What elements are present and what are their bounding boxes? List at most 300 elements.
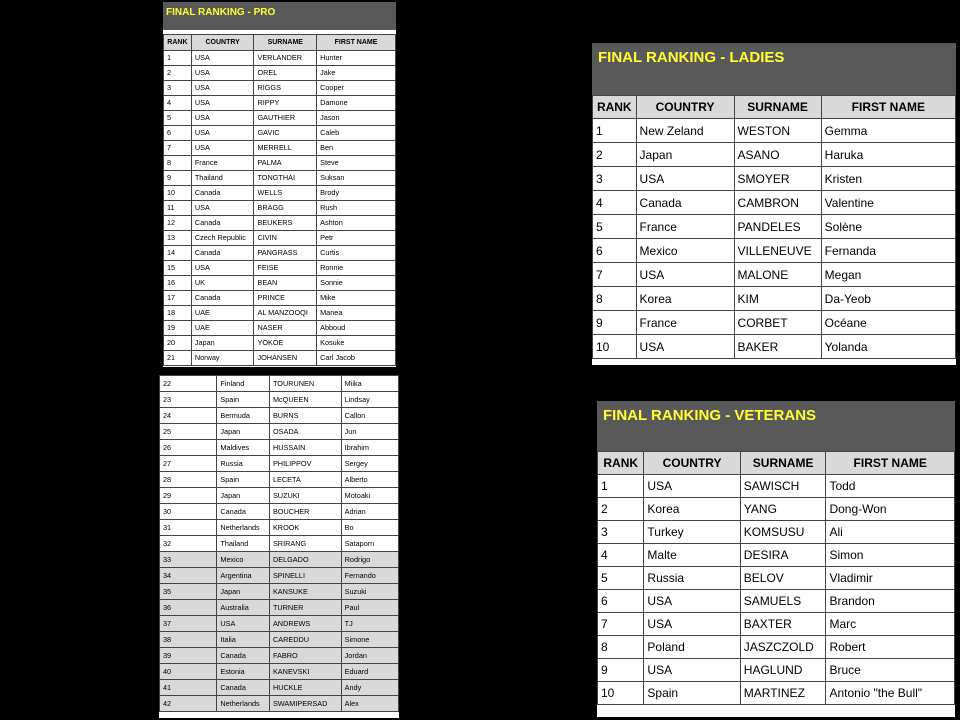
first-name-cell: Caleb bbox=[317, 126, 396, 141]
country-cell: Poland bbox=[644, 636, 740, 659]
first-name-cell: Sonnie bbox=[317, 276, 396, 291]
table-row bbox=[164, 186, 396, 201]
surname-cell: SPINELLI bbox=[269, 568, 341, 584]
veterans-table bbox=[597, 451, 955, 705]
surname-cell: TOURUNEN bbox=[269, 376, 341, 392]
table-row bbox=[160, 536, 399, 552]
first-name-cell: Haruka bbox=[821, 143, 955, 167]
country-cell: USA bbox=[636, 263, 734, 287]
pro-ranking-title: FINAL RANKING - PRO bbox=[163, 2, 396, 30]
country-cell: Canada bbox=[191, 186, 254, 201]
surname-cell: HUCKLE bbox=[269, 680, 341, 696]
rank-cell: 30 bbox=[160, 504, 217, 520]
first-name-cell: Ashton bbox=[317, 216, 396, 231]
surname-cell: BEUKERS bbox=[254, 216, 317, 231]
country-cell: Canada bbox=[191, 246, 254, 261]
rank-cell: 1 bbox=[593, 119, 637, 143]
rank-cell: 23 bbox=[160, 392, 217, 408]
table-row bbox=[598, 475, 955, 498]
veterans-table-body bbox=[598, 475, 955, 705]
table-row bbox=[593, 287, 956, 311]
first-name-cell: Hunter bbox=[317, 51, 396, 66]
country-cell: USA bbox=[191, 126, 254, 141]
country-cell: USA bbox=[644, 590, 740, 613]
rank-cell: 18 bbox=[164, 306, 192, 321]
header-first-name: FIRST NAME bbox=[826, 452, 955, 475]
first-name-cell: Rodrigo bbox=[341, 552, 398, 568]
rank-cell: 11 bbox=[164, 201, 192, 216]
first-name-cell: Suzuki bbox=[341, 584, 398, 600]
rank-cell: 37 bbox=[160, 616, 217, 632]
rank-cell: 29 bbox=[160, 488, 217, 504]
rank-cell: 10 bbox=[593, 335, 637, 359]
country-cell: UK bbox=[191, 276, 254, 291]
country-cell: USA bbox=[191, 66, 254, 81]
first-name-cell: Petr bbox=[317, 231, 396, 246]
table-row bbox=[164, 141, 396, 156]
surname-cell: OSADA bbox=[269, 424, 341, 440]
first-name-cell: Da-Yeob bbox=[821, 287, 955, 311]
table-row bbox=[164, 201, 396, 216]
country-cell: Spain bbox=[217, 392, 270, 408]
first-name-cell: Ben bbox=[317, 141, 396, 156]
surname-cell: TURNER bbox=[269, 600, 341, 616]
rank-cell: 1 bbox=[164, 51, 192, 66]
first-name-cell: Simone bbox=[341, 632, 398, 648]
table-row bbox=[598, 636, 955, 659]
first-name-cell: Jun bbox=[341, 424, 398, 440]
rank-cell: 26 bbox=[160, 440, 217, 456]
first-name-cell: Sergey bbox=[341, 456, 398, 472]
header-country: COUNTRY bbox=[644, 452, 740, 475]
first-name-cell: Brody bbox=[317, 186, 396, 201]
header-rank: RANK bbox=[593, 96, 637, 119]
country-cell: Spain bbox=[644, 682, 740, 705]
first-name-cell: Fernando bbox=[341, 568, 398, 584]
surname-cell: CAMBRON bbox=[734, 191, 821, 215]
table-row bbox=[160, 664, 399, 680]
country-cell: Canada bbox=[636, 191, 734, 215]
surname-cell: PANDELES bbox=[734, 215, 821, 239]
first-name-cell: Curtis bbox=[317, 246, 396, 261]
country-cell: USA bbox=[217, 616, 270, 632]
country-cell: Norway bbox=[191, 351, 254, 366]
table-row bbox=[160, 408, 399, 424]
first-name-cell: Eduard bbox=[341, 664, 398, 680]
surname-cell: KOMSUSU bbox=[740, 521, 826, 544]
first-name-cell: Alex bbox=[341, 696, 398, 712]
rank-cell: 4 bbox=[164, 96, 192, 111]
table-row bbox=[598, 613, 955, 636]
surname-cell: WESTON bbox=[734, 119, 821, 143]
table-row bbox=[160, 648, 399, 664]
pro-table-continued-body bbox=[160, 376, 399, 712]
country-cell: USA bbox=[191, 141, 254, 156]
rank-cell: 3 bbox=[164, 81, 192, 96]
table-row bbox=[598, 659, 955, 682]
first-name-cell: Jake bbox=[317, 66, 396, 81]
rank-cell: 2 bbox=[593, 143, 637, 167]
country-cell: Estonia bbox=[217, 664, 270, 680]
country-cell: Japan bbox=[191, 336, 254, 351]
first-name-cell: Bruce bbox=[826, 659, 955, 682]
rank-cell: 41 bbox=[160, 680, 217, 696]
rank-cell: 8 bbox=[598, 636, 644, 659]
country-cell: Russia bbox=[217, 456, 270, 472]
country-cell: Spain bbox=[217, 472, 270, 488]
rank-cell: 2 bbox=[164, 66, 192, 81]
header-country: COUNTRY bbox=[636, 96, 734, 119]
country-cell: USA bbox=[191, 261, 254, 276]
table-row bbox=[598, 567, 955, 590]
first-name-cell: Dong-Won bbox=[826, 498, 955, 521]
header-rank: RANK bbox=[598, 452, 644, 475]
country-cell: New Zeland bbox=[636, 119, 734, 143]
country-cell: Czech Republic bbox=[191, 231, 254, 246]
first-name-cell: Vladimir bbox=[826, 567, 955, 590]
table-row bbox=[164, 261, 396, 276]
surname-cell: JOHANSEN bbox=[254, 351, 317, 366]
table-row bbox=[164, 111, 396, 126]
table-row bbox=[160, 392, 399, 408]
table-row bbox=[160, 616, 399, 632]
first-name-cell: Andy bbox=[341, 680, 398, 696]
first-name-cell: Bo bbox=[341, 520, 398, 536]
table-row bbox=[164, 321, 396, 336]
header-first-name: FIRST NAME bbox=[317, 35, 396, 51]
table-row bbox=[164, 96, 396, 111]
table-row bbox=[160, 584, 399, 600]
rank-cell: 6 bbox=[598, 590, 644, 613]
table-row bbox=[593, 239, 956, 263]
country-cell: Finland bbox=[217, 376, 270, 392]
ladies-table-body bbox=[593, 119, 956, 359]
country-cell: Canada bbox=[191, 216, 254, 231]
surname-cell: BELOV bbox=[740, 567, 826, 590]
surname-cell: YOKOE bbox=[254, 336, 317, 351]
surname-cell: LECETA bbox=[269, 472, 341, 488]
surname-cell: MALONE bbox=[734, 263, 821, 287]
surname-cell: TONGTHAI bbox=[254, 171, 317, 186]
first-name-cell: Solène bbox=[821, 215, 955, 239]
table-row bbox=[160, 600, 399, 616]
header-surname: SURNAME bbox=[740, 452, 826, 475]
surname-cell: KIM bbox=[734, 287, 821, 311]
rank-cell: 27 bbox=[160, 456, 217, 472]
surname-cell: YANG bbox=[740, 498, 826, 521]
country-cell: USA bbox=[191, 201, 254, 216]
country-cell: Malte bbox=[644, 544, 740, 567]
table-row bbox=[160, 424, 399, 440]
first-name-cell: Marc bbox=[826, 613, 955, 636]
surname-cell: FABRO bbox=[269, 648, 341, 664]
table-row bbox=[593, 167, 956, 191]
table-row bbox=[593, 311, 956, 335]
first-name-cell: Abboud bbox=[317, 321, 396, 336]
country-cell: Japan bbox=[636, 143, 734, 167]
table-row bbox=[164, 156, 396, 171]
country-cell: Bermuda bbox=[217, 408, 270, 424]
surname-cell: RIGGS bbox=[254, 81, 317, 96]
first-name-cell: Mike bbox=[317, 291, 396, 306]
table-row bbox=[598, 544, 955, 567]
surname-cell: MERRELL bbox=[254, 141, 317, 156]
table-row bbox=[160, 552, 399, 568]
rank-cell: 14 bbox=[164, 246, 192, 261]
rank-cell: 9 bbox=[598, 659, 644, 682]
rank-cell: 2 bbox=[598, 498, 644, 521]
country-cell: USA bbox=[191, 81, 254, 96]
pro-table bbox=[163, 34, 396, 366]
rank-cell: 10 bbox=[598, 682, 644, 705]
first-name-cell: Damone bbox=[317, 96, 396, 111]
rank-cell: 8 bbox=[593, 287, 637, 311]
country-cell: Thailand bbox=[191, 171, 254, 186]
first-name-cell: Megan bbox=[821, 263, 955, 287]
rank-cell: 31 bbox=[160, 520, 217, 536]
surname-cell: OREL bbox=[254, 66, 317, 81]
rank-cell: 7 bbox=[598, 613, 644, 636]
rank-cell: 4 bbox=[598, 544, 644, 567]
surname-cell: AL MANZOOQI bbox=[254, 306, 317, 321]
rank-cell: 6 bbox=[593, 239, 637, 263]
first-name-cell: Motoaki bbox=[341, 488, 398, 504]
country-cell: Mexico bbox=[636, 239, 734, 263]
ladies-table bbox=[592, 95, 956, 359]
first-name-cell: TJ bbox=[341, 616, 398, 632]
surname-cell: BAXTER bbox=[740, 613, 826, 636]
rank-cell: 3 bbox=[593, 167, 637, 191]
pro-ranking-table-part1 bbox=[163, 2, 396, 367]
rank-cell: 33 bbox=[160, 552, 217, 568]
ladies-ranking-table bbox=[592, 43, 956, 365]
table-row bbox=[160, 632, 399, 648]
country-cell: Japan bbox=[217, 424, 270, 440]
first-name-cell: Jordan bbox=[341, 648, 398, 664]
header-rank: RANK bbox=[164, 35, 192, 51]
rank-cell: 7 bbox=[593, 263, 637, 287]
rank-cell: 35 bbox=[160, 584, 217, 600]
surname-cell: PANGRASS bbox=[254, 246, 317, 261]
first-name-cell: Yolanda bbox=[821, 335, 955, 359]
table-row bbox=[164, 81, 396, 96]
surname-cell: KANEVSKI bbox=[269, 664, 341, 680]
table-row bbox=[164, 351, 396, 366]
surname-cell: HUSSAIN bbox=[269, 440, 341, 456]
rank-cell: 15 bbox=[164, 261, 192, 276]
surname-cell: SAMUELS bbox=[740, 590, 826, 613]
first-name-cell: Robert bbox=[826, 636, 955, 659]
rank-cell: 5 bbox=[593, 215, 637, 239]
table-row bbox=[160, 568, 399, 584]
table-row bbox=[160, 472, 399, 488]
first-name-cell: Océane bbox=[821, 311, 955, 335]
surname-cell: PHILIPPOV bbox=[269, 456, 341, 472]
table-row bbox=[598, 682, 955, 705]
rank-cell: 5 bbox=[164, 111, 192, 126]
table-row bbox=[164, 336, 396, 351]
first-name-cell: Brandon bbox=[826, 590, 955, 613]
surname-cell: DESIRA bbox=[740, 544, 826, 567]
first-name-cell: Adrian bbox=[341, 504, 398, 520]
header-first-name: FIRST NAME bbox=[821, 96, 955, 119]
table-row bbox=[164, 51, 396, 66]
surname-cell: HAGLUND bbox=[740, 659, 826, 682]
country-cell: Australia bbox=[217, 600, 270, 616]
surname-cell: BAKER bbox=[734, 335, 821, 359]
country-cell: Turkey bbox=[644, 521, 740, 544]
surname-cell: SWAMIPERSAD bbox=[269, 696, 341, 712]
surname-cell: BOUCHER bbox=[269, 504, 341, 520]
table-row bbox=[160, 504, 399, 520]
surname-cell: MARTINEZ bbox=[740, 682, 826, 705]
rank-cell: 17 bbox=[164, 291, 192, 306]
country-cell: USA bbox=[636, 167, 734, 191]
table-row bbox=[160, 456, 399, 472]
surname-cell: SUZUKI bbox=[269, 488, 341, 504]
table-row bbox=[164, 291, 396, 306]
first-name-cell: Alberto bbox=[341, 472, 398, 488]
first-name-cell: Ronnie bbox=[317, 261, 396, 276]
rank-cell: 20 bbox=[164, 336, 192, 351]
rank-cell: 22 bbox=[160, 376, 217, 392]
surname-cell: DELGADO bbox=[269, 552, 341, 568]
first-name-cell: Antonio "the Bull" bbox=[826, 682, 955, 705]
rank-cell: 34 bbox=[160, 568, 217, 584]
table-row bbox=[160, 488, 399, 504]
table-row bbox=[164, 216, 396, 231]
country-cell: USA bbox=[191, 51, 254, 66]
pro-table-continued bbox=[159, 375, 399, 712]
surname-cell: CIVIN bbox=[254, 231, 317, 246]
surname-cell: ANDREWS bbox=[269, 616, 341, 632]
table-row bbox=[164, 276, 396, 291]
surname-cell: GAUTHIER bbox=[254, 111, 317, 126]
header-country: COUNTRY bbox=[191, 35, 254, 51]
rank-cell: 16 bbox=[164, 276, 192, 291]
surname-cell: KANSUKE bbox=[269, 584, 341, 600]
rank-cell: 21 bbox=[164, 351, 192, 366]
first-name-cell: Lindsay bbox=[341, 392, 398, 408]
country-cell: Canada bbox=[217, 504, 270, 520]
first-name-cell: Callon bbox=[341, 408, 398, 424]
first-name-cell: Miika bbox=[341, 376, 398, 392]
rank-cell: 32 bbox=[160, 536, 217, 552]
first-name-cell: Cooper bbox=[317, 81, 396, 96]
surname-cell: WELLS bbox=[254, 186, 317, 201]
surname-cell: RIPPY bbox=[254, 96, 317, 111]
country-cell: Japan bbox=[217, 488, 270, 504]
country-cell: USA bbox=[191, 96, 254, 111]
country-cell: Italia bbox=[217, 632, 270, 648]
first-name-cell: Gemma bbox=[821, 119, 955, 143]
first-name-cell: Sataporn bbox=[341, 536, 398, 552]
table-row bbox=[164, 246, 396, 261]
surname-cell: SAWISCH bbox=[740, 475, 826, 498]
first-name-cell: Carl Jacob bbox=[317, 351, 396, 366]
rank-cell: 4 bbox=[593, 191, 637, 215]
surname-cell: GAVIC bbox=[254, 126, 317, 141]
surname-cell: VERLANDER bbox=[254, 51, 317, 66]
first-name-cell: Simon bbox=[826, 544, 955, 567]
rank-cell: 6 bbox=[164, 126, 192, 141]
country-cell: Russia bbox=[644, 567, 740, 590]
first-name-cell: Paul bbox=[341, 600, 398, 616]
surname-cell: NASER bbox=[254, 321, 317, 336]
table-row bbox=[593, 215, 956, 239]
table-row bbox=[160, 696, 399, 712]
surname-cell: SRIRANG bbox=[269, 536, 341, 552]
first-name-cell: Rush bbox=[317, 201, 396, 216]
rank-cell: 40 bbox=[160, 664, 217, 680]
first-name-cell: Suksan bbox=[317, 171, 396, 186]
country-cell: Thailand bbox=[217, 536, 270, 552]
first-name-cell: Steve bbox=[317, 156, 396, 171]
table-row bbox=[593, 143, 956, 167]
table-row bbox=[164, 306, 396, 321]
rank-cell: 9 bbox=[593, 311, 637, 335]
rank-cell: 3 bbox=[598, 521, 644, 544]
table-row bbox=[598, 498, 955, 521]
country-cell: Korea bbox=[644, 498, 740, 521]
rank-cell: 39 bbox=[160, 648, 217, 664]
table-row bbox=[164, 171, 396, 186]
country-cell: USA bbox=[644, 613, 740, 636]
country-cell: Canada bbox=[191, 291, 254, 306]
first-name-cell: Fernanda bbox=[821, 239, 955, 263]
first-name-cell: Ali bbox=[826, 521, 955, 544]
table-row bbox=[164, 126, 396, 141]
rank-cell: 5 bbox=[598, 567, 644, 590]
header-surname: SURNAME bbox=[734, 96, 821, 119]
rank-cell: 25 bbox=[160, 424, 217, 440]
country-cell: UAE bbox=[191, 321, 254, 336]
country-cell: Japan bbox=[217, 584, 270, 600]
veterans-ranking-table bbox=[597, 401, 955, 717]
veterans-ranking-title: FINAL RANKING - VETERANS bbox=[597, 401, 955, 451]
table-row bbox=[593, 119, 956, 143]
country-cell: Canada bbox=[217, 680, 270, 696]
rank-cell: 10 bbox=[164, 186, 192, 201]
first-name-cell: Kristen bbox=[821, 167, 955, 191]
rank-cell: 28 bbox=[160, 472, 217, 488]
country-cell: Korea bbox=[636, 287, 734, 311]
surname-cell: ASANO bbox=[734, 143, 821, 167]
pro-ranking-table-part2 bbox=[159, 375, 399, 718]
country-cell: France bbox=[191, 156, 254, 171]
surname-cell: BRAGG bbox=[254, 201, 317, 216]
surname-cell: FEISE bbox=[254, 261, 317, 276]
rank-cell: 7 bbox=[164, 141, 192, 156]
surname-cell: CORBET bbox=[734, 311, 821, 335]
surname-cell: KROOK bbox=[269, 520, 341, 536]
rank-cell: 8 bbox=[164, 156, 192, 171]
table-row bbox=[593, 335, 956, 359]
surname-cell: McQUEEN bbox=[269, 392, 341, 408]
table-row bbox=[164, 231, 396, 246]
country-cell: Maldives bbox=[217, 440, 270, 456]
table-row bbox=[160, 440, 399, 456]
table-row bbox=[598, 521, 955, 544]
rank-cell: 12 bbox=[164, 216, 192, 231]
rank-cell: 9 bbox=[164, 171, 192, 186]
first-name-cell: Ibrahim bbox=[341, 440, 398, 456]
ladies-ranking-title: FINAL RANKING - LADIES bbox=[592, 43, 956, 71]
country-cell: USA bbox=[644, 475, 740, 498]
table-row bbox=[164, 66, 396, 81]
table-row bbox=[160, 376, 399, 392]
country-cell: Netherlands bbox=[217, 520, 270, 536]
